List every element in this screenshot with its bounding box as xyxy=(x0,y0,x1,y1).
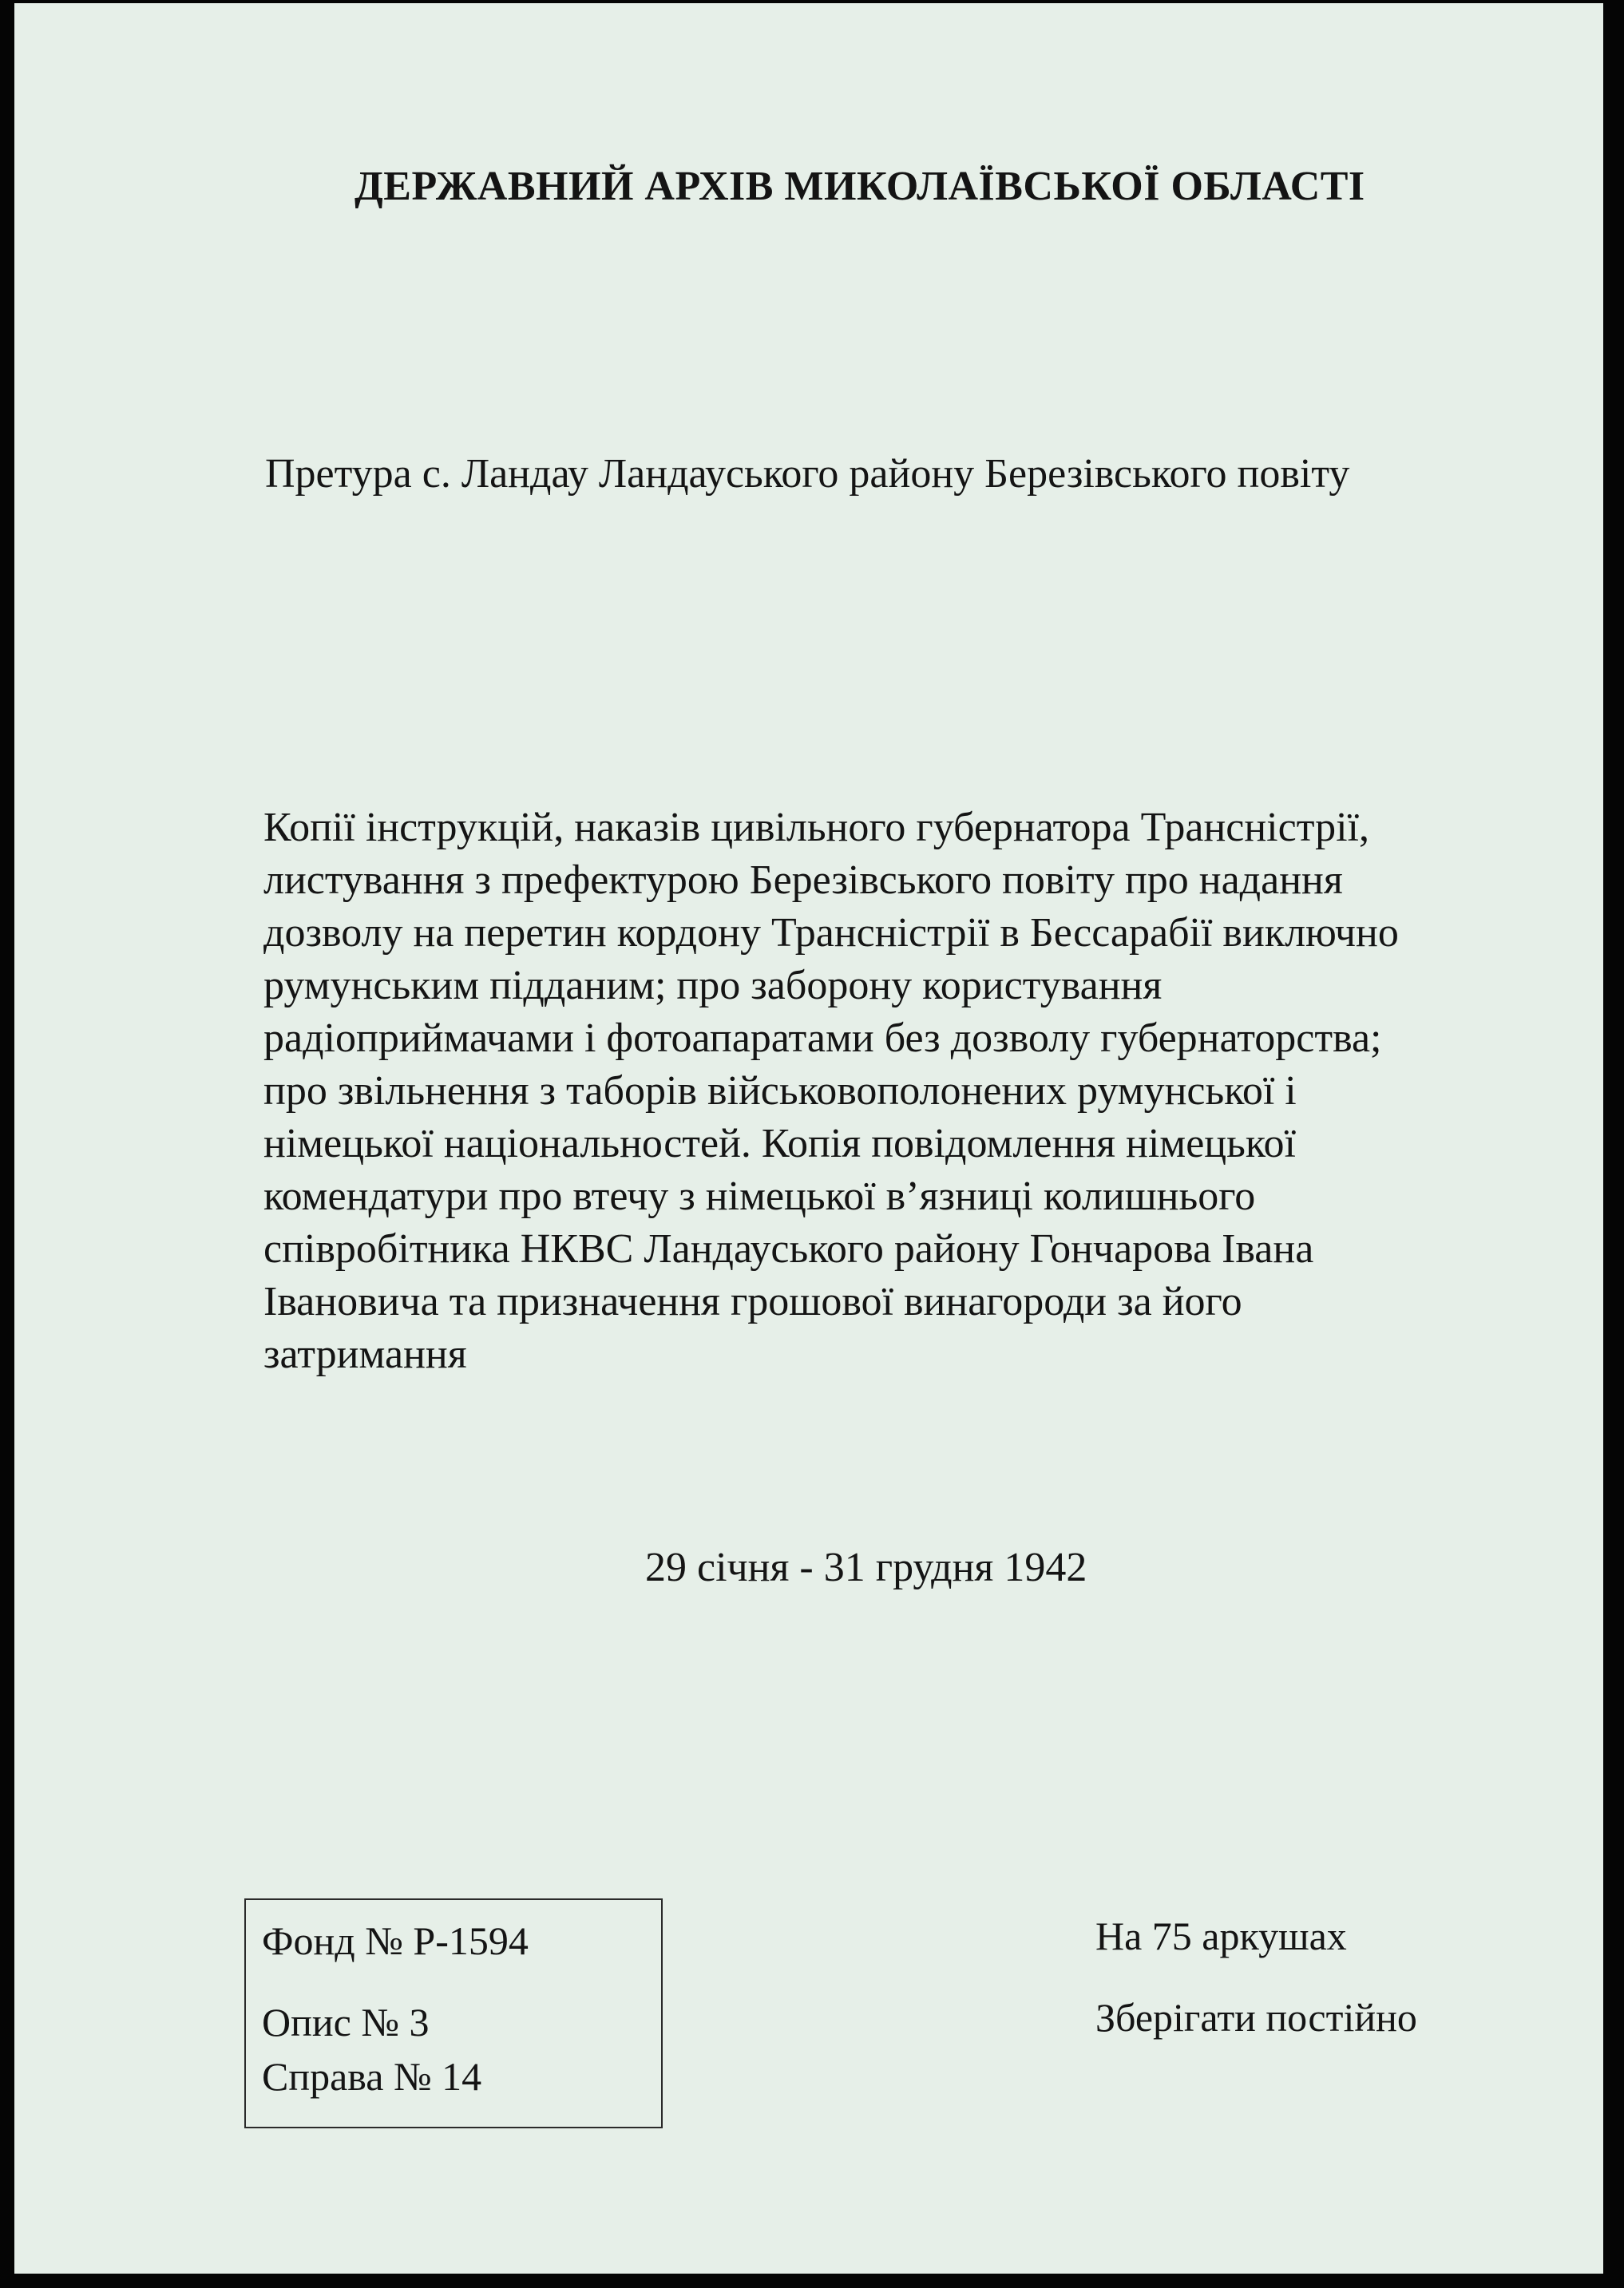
description-line: Івановича та призначення грошової винагороди за його xyxy=(263,1279,1242,1324)
description-line: затримання xyxy=(263,1332,467,1377)
description-line: комендатури про втечу з німецької в’язниці колишнього xyxy=(263,1174,1256,1219)
description-line: німецької національностей. Копія повідомлення німецької xyxy=(263,1121,1296,1166)
sheet-count: На 75 аркушах xyxy=(1095,1914,1347,1958)
paper-sheet xyxy=(14,3,1603,2274)
description-line: листування з префектурою Березівського повіту про надання xyxy=(263,857,1343,903)
fond-number: Фонд № Р-1594 xyxy=(262,1918,529,1963)
reference-box xyxy=(244,1898,663,2128)
archive-title: ДЕРЖАВНИЙ АРХІВ МИКОЛАЇВСЬКОЇ ОБЛАСТІ xyxy=(355,164,1365,209)
description-line: дозволу на перетин кордону Трансністрії в Бессарабії виключно xyxy=(263,910,1399,956)
opys-number: Опис № 3 xyxy=(262,2000,430,2045)
description-line: Копії інструкцій, наказів цивільного губернатора Трансністрії, xyxy=(263,805,1369,850)
description-line: радіоприймачами і фотоапаратами без дозволу губернаторства; xyxy=(263,1015,1382,1061)
fund-creator: Претура с. Ландау Ландауського району Березівського повіту xyxy=(265,451,1350,497)
sprava-number: Справа № 14 xyxy=(262,2054,482,2099)
retention-note: Зберігати постійно xyxy=(1095,1995,1417,2040)
date-range: 29 січня - 31 грудня 1942 xyxy=(645,1545,1087,1590)
description-line: про звільнення з таборів військовополонених румунської і xyxy=(263,1068,1297,1114)
case-description xyxy=(263,802,1477,1381)
description-line: румунським підданим; про заборону користування xyxy=(263,963,1163,1008)
description-line: співробітника НКВС Ландауського району Гончарова Івана xyxy=(263,1226,1314,1272)
